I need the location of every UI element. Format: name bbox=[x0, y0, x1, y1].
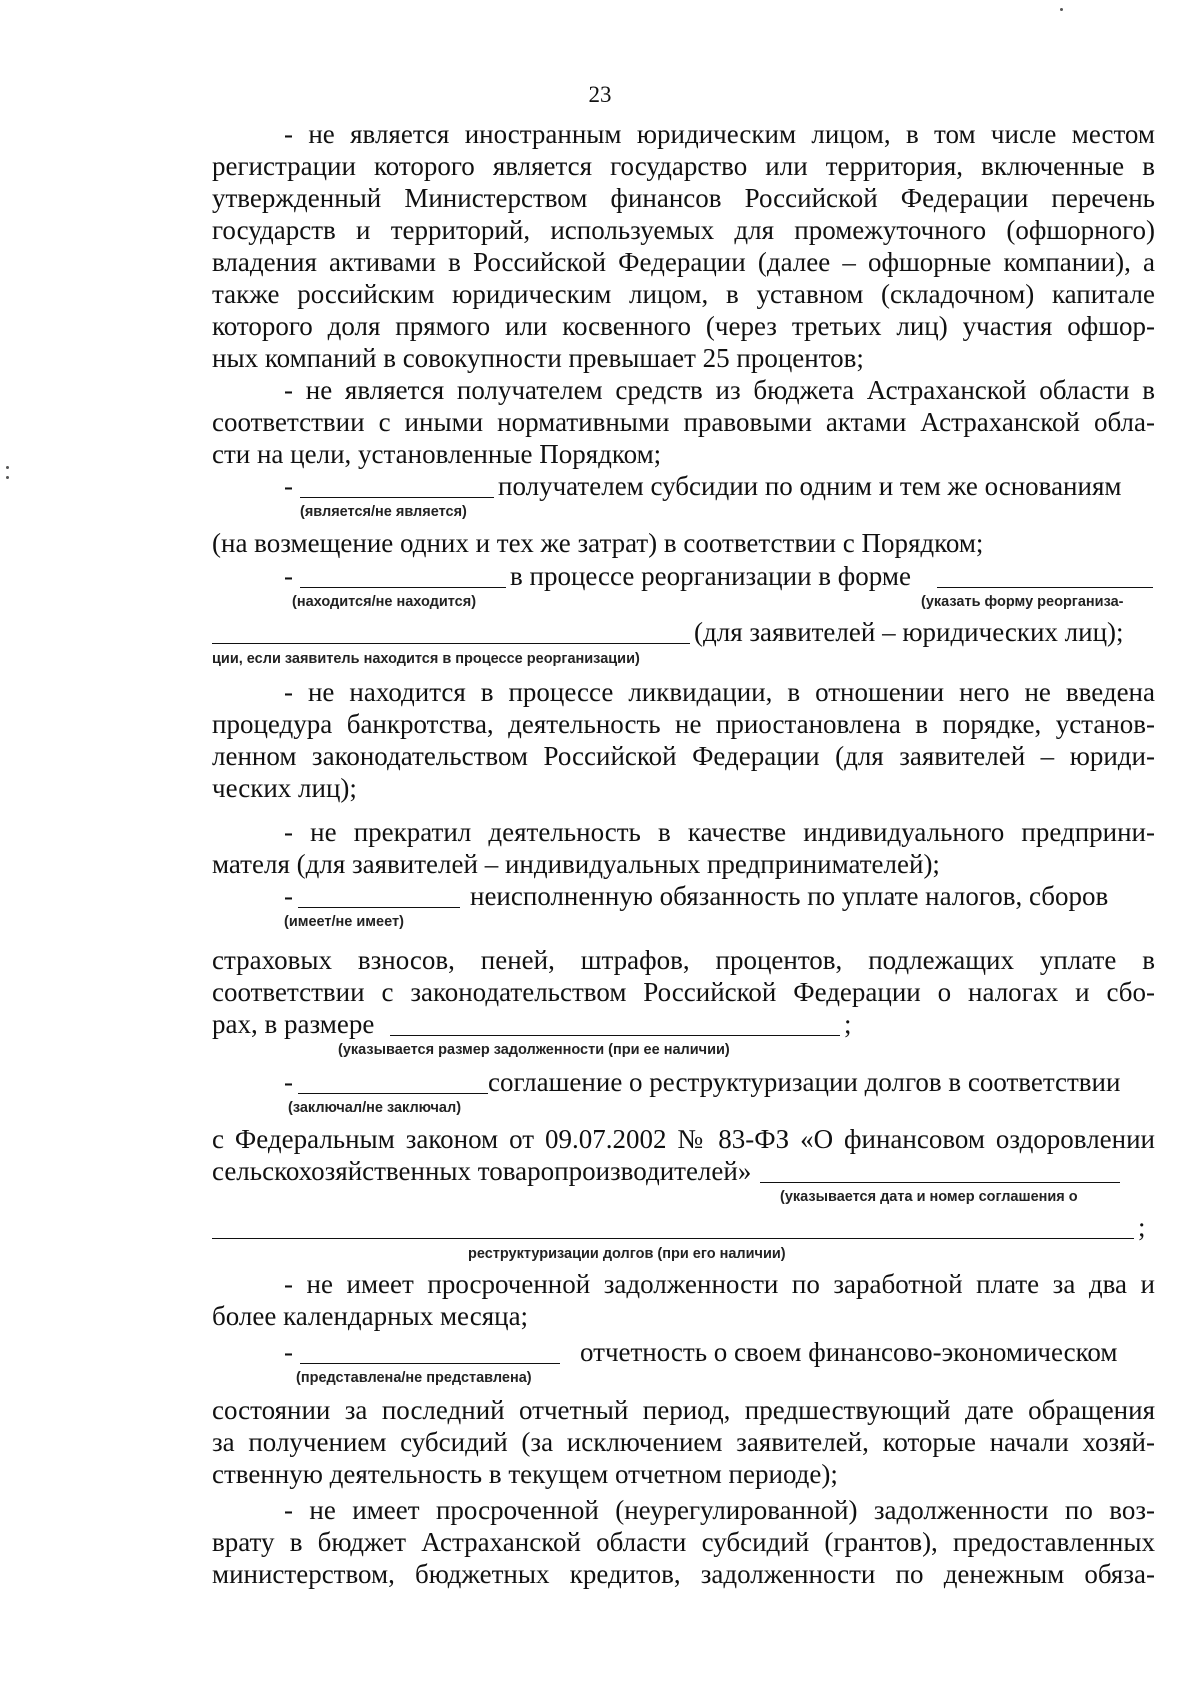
paragraph-6-line: мателя (для заявителей – индивидуальных предпринимателей); bbox=[212, 849, 940, 879]
paragraph-6-line: - не прекратил деятельность в качестве индивидуального предприни- bbox=[284, 817, 1155, 847]
paragraph-7-text: неисполненную обязанность по уплате налогов, сборов bbox=[470, 881, 1109, 911]
paragraph-10-line: за получением субсидий (за исключением заявителей, которые начали хозяй- bbox=[212, 1427, 1155, 1457]
field-caption: (является/не является) bbox=[300, 504, 467, 520]
paragraph-1-line: ных компаний в совокупности превышает 25 процентов; bbox=[212, 343, 864, 373]
paragraph-1-line: которого доля прямого или косвенного (через третьих лиц) участия офшор- bbox=[212, 311, 1155, 341]
paragraph-5-line: ческих лиц); bbox=[212, 773, 357, 803]
page-number: 23 bbox=[588, 82, 612, 107]
item-dash: - bbox=[284, 1337, 293, 1367]
field-caption: (имеет/не имеет) bbox=[284, 914, 404, 930]
blank-fill-line bbox=[300, 497, 494, 498]
blank-fill-line bbox=[212, 1238, 1134, 1239]
paragraph-1-line: государств и территорий, используемых для промежуточного (офшорного) bbox=[212, 215, 1155, 245]
paragraph-5-line: - не находится в процессе ликвидации, в отношении него не введена bbox=[284, 677, 1155, 707]
paragraph-1-line: утвержденный Министерством финансов Российской Федерации перечень bbox=[212, 183, 1155, 213]
paragraph-7-line: страховых взносов, пеней, штрафов, процентов, подлежащих уплате в bbox=[212, 945, 1155, 975]
blank-fill-line bbox=[937, 587, 1153, 588]
item-dash: - bbox=[284, 561, 293, 591]
paragraph-9-line: - не имеет просроченной задолженности по заработной плате за два и bbox=[284, 1269, 1155, 1299]
paragraph-7-line: рах, в размере bbox=[212, 1009, 375, 1039]
item-dash: - bbox=[284, 1067, 293, 1097]
paragraph-2-line: сти на цели, установленные Порядком; bbox=[212, 439, 662, 469]
paragraph-2-line: соответствии с иными нормативными правовыми актами Астраханской обла- bbox=[212, 407, 1155, 437]
paragraph-11-line: врату в бюджет Астраханской области субсидий (грантов), предоставленных bbox=[212, 1527, 1155, 1557]
paragraph-1-line: - не является иностранным юридическим лицом, в том числе местом bbox=[284, 119, 1155, 149]
paragraph-8-line: сельскохозяйственных товаропроизводителей» bbox=[212, 1156, 752, 1186]
paragraph-2-line: - не является получателем средств из бюджета Астраханской области в bbox=[284, 375, 1155, 405]
paragraph-3-line: (на возмещение одних и тех же затрат) в соответствии с Порядком; bbox=[212, 528, 984, 558]
field-caption: ции, если заявитель находится в процессе реорганизации) bbox=[212, 651, 640, 667]
paragraph-3-text: получателем субсидии по одним и тем же основаниям bbox=[498, 471, 1122, 501]
line-end-mark: ; bbox=[1138, 1212, 1146, 1242]
blank-fill-line bbox=[298, 1093, 488, 1094]
blank-fill-line bbox=[760, 1182, 1120, 1183]
paragraph-9-line: более календарных месяца; bbox=[212, 1301, 529, 1331]
paragraph-10-line: ственную деятельность в текущем отчетном периоде); bbox=[212, 1459, 838, 1489]
paragraph-11-line: - не имеет просроченной (неурегулированной) задолженности по воз- bbox=[284, 1495, 1155, 1525]
scan-speck bbox=[6, 476, 9, 479]
paragraph-7-line: соответствии с законодательством Российской Федерации о налогах и сбо- bbox=[212, 977, 1155, 1007]
paragraph-11-line: министерством, бюджетных кредитов, задолженности по денежным обяза- bbox=[212, 1559, 1155, 1589]
scan-speck bbox=[6, 466, 9, 469]
field-caption: (указать форму реорганиза- bbox=[921, 594, 1124, 610]
line-end-mark: ; bbox=[844, 1009, 852, 1039]
field-caption: реструктуризации долгов (при его наличии) bbox=[468, 1246, 786, 1262]
blank-fill-line bbox=[212, 643, 690, 644]
field-caption: (находится/не находится) bbox=[292, 594, 477, 610]
field-caption: (указывается размер задолженности (при ее наличии) bbox=[338, 1042, 730, 1058]
paragraph-1-line: владения активами в Российской Федерации (далее – офшорные компании), а bbox=[212, 247, 1155, 277]
field-caption: (представлена/не представлена) bbox=[296, 1370, 532, 1386]
blank-fill-line bbox=[298, 907, 460, 908]
paragraph-4-text: в процессе реорганизации в форме bbox=[510, 561, 911, 591]
paragraph-5-line: ленном законодательством Российской Федерации (для заявителей – юриди- bbox=[212, 741, 1155, 771]
field-caption: (указывается дата и номер соглашения о bbox=[780, 1189, 1078, 1205]
paragraph-4-line: (для заявителей – юридических лиц); bbox=[694, 617, 1124, 647]
item-dash: - bbox=[284, 881, 293, 911]
paragraph-8-line: с Федеральным законом от 09.07.2002 № 83-ФЗ «О финансовом оздоровлении bbox=[212, 1124, 1155, 1154]
paragraph-8-text: соглашение о реструктуризации долгов в соответствии bbox=[488, 1067, 1121, 1097]
paragraph-1-line: регистрации которого является государство или территория, включенные в bbox=[212, 151, 1155, 181]
paragraph-10-line: состоянии за последний отчетный период, предшествующий дате обращения bbox=[212, 1395, 1155, 1425]
paragraph-1-line: также российским юридическим лицом, в уставном (складочном) капитале bbox=[212, 279, 1155, 309]
paragraph-10-text: отчетность о своем финансово-экономическом bbox=[580, 1337, 1118, 1367]
item-dash: - bbox=[284, 471, 293, 501]
paragraph-5-line: процедура банкротства, деятельность не приостановлена в порядке, установ- bbox=[212, 709, 1155, 739]
blank-fill-line bbox=[300, 587, 506, 588]
scan-speck bbox=[1060, 8, 1063, 11]
blank-fill-line bbox=[300, 1363, 560, 1364]
blank-fill-line bbox=[390, 1035, 840, 1036]
field-caption: (заключал/не заключал) bbox=[288, 1100, 462, 1116]
